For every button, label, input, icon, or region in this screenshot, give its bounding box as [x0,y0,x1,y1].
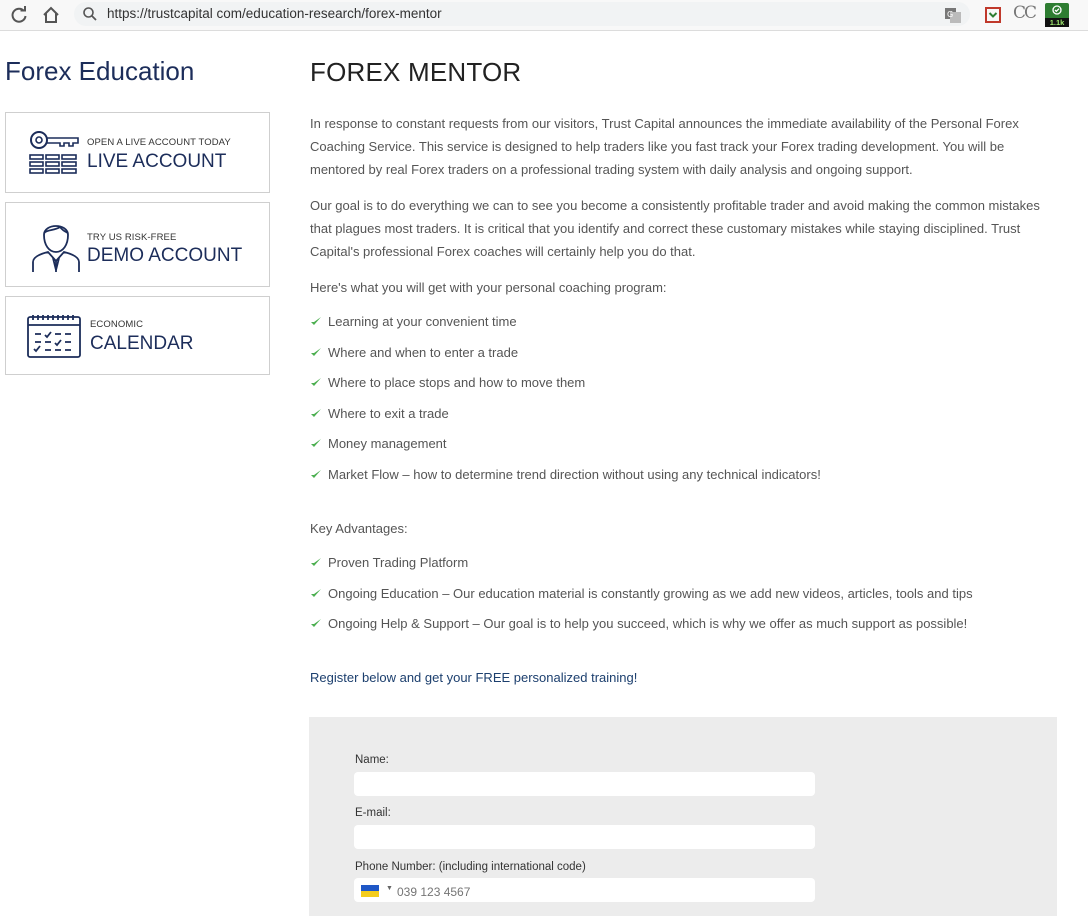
name-label: Name: [355,754,389,766]
live-account-card[interactable] [5,112,270,193]
url-text[interactable]: https://trustcapital com/education-research/forex-mentor [107,6,442,21]
list-item: Money management [310,436,821,467]
advantages-intro: Key Advantages: [310,521,408,536]
checkmark-icon [310,617,322,629]
list-item: Where to exit a trade [310,406,821,437]
extension-badge-icon[interactable] [1045,3,1069,27]
page-title: FOREX MENTOR [310,57,522,87]
live-account-label: LIVE ACCOUNT [87,151,227,172]
extension-badge-count: 1.1k [1045,18,1069,27]
list-item: Ongoing Help & Support – Our goal is to help you succeed, which is why we offer as much support as possible! [310,616,973,647]
email-input[interactable] [354,825,815,849]
list-item: Learning at your convenient time [310,314,821,345]
advantages-list [310,555,973,647]
intro-paragraph: In response to constant requests from our visitors, Trust Capital announces the immediate availability of the Personal Forex Coaching Service. This service is designed to help traders like you fast track your Forex trading development. You will be mentored by real Forex traders on a professional trading system with daily analysis and ongoing support. [310,116,1019,177]
program-intro: Here's what you will get with your personal coaching program: [310,280,667,295]
list-item: Where and when to enter a trade [310,345,821,376]
country-flag-icon[interactable] [361,885,379,897]
phone-input[interactable] [397,883,697,901]
checkmark-icon [310,376,322,388]
demo-account-label: DEMO ACCOUNT [87,245,243,266]
checkmark-icon [310,315,322,327]
program-list [310,314,821,497]
registration-form [309,717,1057,916]
home-icon[interactable] [40,4,62,26]
list-item: Market Flow – how to determine trend direction without using any technical indicators! [310,467,821,498]
sidebar-title: Forex Education [5,56,195,86]
name-input[interactable] [354,772,815,796]
phone-label: Phone Number: (including international code) [355,861,586,873]
pocket-icon[interactable] [982,4,1004,26]
economic-calendar-card[interactable] [5,296,270,375]
checkmark-icon [310,587,322,599]
demo-account-card[interactable] [5,202,270,287]
checkmark-icon [310,556,322,568]
list-item: Ongoing Education – Our education material is constantly growing as we add new videos, articles, tools and tips [310,586,973,617]
address-bar[interactable] [74,2,970,26]
closed-captions-icon[interactable]: CC [1013,3,1036,23]
calendar-label: CALENDAR [90,333,194,354]
browser-toolbar [0,0,1088,31]
email-label: E-mail: [355,807,391,819]
svg-text:G: G [947,10,954,19]
live-account-tagline: OPEN A LIVE ACCOUNT TODAY [87,137,231,148]
goal-paragraph: Our goal is to do everything we can to see you become a consistently profitable trader and avoid making the common mistakes that plagues most traders. It is critical that you identify and correct these customary mistakes while staying disciplined. Trust Capital's professional Forex coaches will certainly help you do that. [310,198,1040,259]
register-link[interactable]: Register below and get your FREE personalized training! [310,670,638,685]
list-item: Proven Trading Platform [310,555,973,586]
checkmark-icon [310,346,322,358]
checkmark-icon [310,468,322,480]
calendar-tagline: ECONOMIC [90,319,144,330]
country-dropdown-caret-icon[interactable]: ▼ [386,885,393,892]
search-icon [82,6,98,22]
checkmark-icon [310,437,322,449]
reload-icon[interactable] [8,4,30,26]
list-item: Where to place stops and how to move them [310,375,821,406]
key-icon [26,127,84,179]
translate-icon[interactable] [942,4,964,26]
demo-account-tagline: TRY US RISK-FREE [87,232,177,243]
checkmark-icon [310,407,322,419]
person-icon [30,215,82,273]
calendar-icon [26,313,82,359]
